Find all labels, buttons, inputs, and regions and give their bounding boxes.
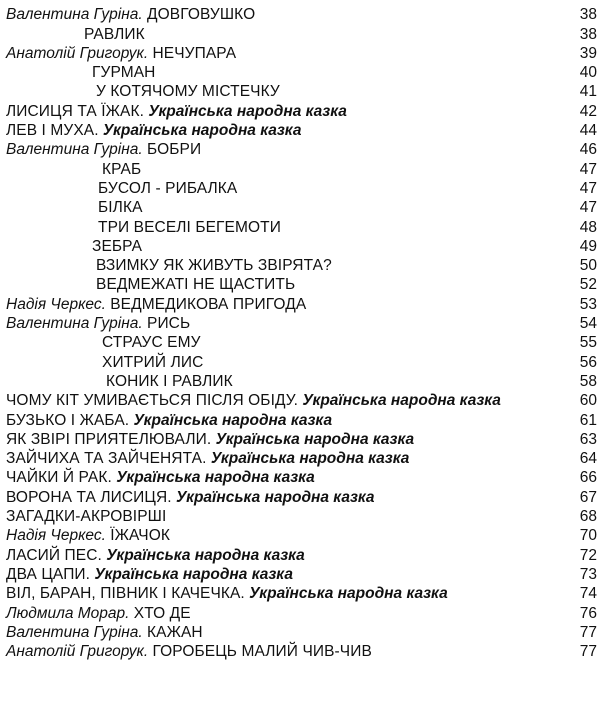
toc-entry[interactable] — [0, 390, 600, 409]
toc-author: Надія Черкес. — [6, 527, 106, 545]
toc-entry-text — [0, 141, 600, 158]
toc-entry-text — [0, 296, 600, 313]
toc-note: Українська народна казка — [133, 411, 333, 429]
toc-page-number: 40 — [579, 64, 597, 82]
toc-entry-text — [0, 373, 600, 390]
toc-page-number: 49 — [579, 237, 597, 255]
toc-title: ДОВГОВУШКО — [147, 6, 256, 24]
toc-page-number: 53 — [579, 295, 597, 313]
toc-entry-text — [0, 508, 600, 525]
toc-entry[interactable] — [0, 23, 600, 42]
toc-entry[interactable] — [0, 448, 600, 467]
toc-entry[interactable] — [0, 4, 600, 23]
toc-entry[interactable] — [0, 467, 600, 486]
toc-entry[interactable] — [0, 641, 600, 660]
toc-note: Українська народна казка — [102, 122, 302, 140]
toc-page-number: 55 — [579, 334, 597, 352]
toc-title: ЛАСИЙ ПЕС. — [6, 546, 102, 564]
toc-page-number: 47 — [579, 160, 597, 178]
toc-page-number: 50 — [579, 257, 597, 275]
toc-page-number: 47 — [579, 199, 597, 217]
toc-author: Надія Черкес. — [6, 295, 106, 313]
toc-page-number: 41 — [579, 83, 597, 101]
toc-entry-text — [0, 547, 600, 564]
toc-note: Українська народна казка — [106, 546, 305, 564]
toc-title: БУСОЛ - РИБАЛКА — [98, 179, 238, 197]
toc-entry-text — [0, 605, 600, 622]
toc-title: ЗАГАДКИ-АКРОВІРШІ — [6, 508, 167, 526]
toc-entry-text — [0, 219, 600, 236]
toc-note: Українська народна казка — [176, 488, 375, 506]
toc-entry-text — [0, 199, 600, 216]
toc-author: Валентина Гуріна. — [6, 315, 143, 333]
toc-entry[interactable] — [0, 525, 600, 544]
toc-title: ВЗИМКУ ЯК ЖИВУТЬ ЗВІРЯТА? — [96, 257, 332, 275]
toc-entry-text — [0, 469, 600, 486]
toc-page-number: 73 — [579, 565, 597, 583]
toc-entry[interactable] — [0, 622, 600, 641]
toc-page-number: 60 — [579, 392, 597, 410]
toc-entry[interactable] — [0, 197, 600, 216]
toc-title: РИСЬ — [147, 315, 191, 333]
toc-title: ЧАЙКИ Й РАК. — [6, 469, 112, 487]
toc-entry-text — [0, 122, 600, 139]
toc-entry[interactable] — [0, 178, 600, 197]
toc-title: КРАБ — [102, 160, 142, 178]
toc-entry[interactable] — [0, 409, 600, 428]
toc-page-number: 39 — [579, 44, 597, 62]
toc-page-number: 72 — [579, 546, 597, 564]
toc-entry-text — [0, 161, 600, 178]
toc-entry-text — [0, 257, 600, 274]
toc-entry[interactable] — [0, 236, 600, 255]
toc-entry[interactable] — [0, 564, 600, 583]
toc-entry-text — [0, 392, 600, 409]
toc-page-number: 56 — [579, 353, 597, 371]
toc-title: НЕЧУПАРА — [152, 44, 237, 62]
toc-note: Українська народна казка — [116, 469, 315, 487]
toc-note: Українська народна казка — [249, 585, 448, 603]
toc-title: БУЗЬКО І ЖАБА. — [6, 411, 130, 429]
toc-entry-text — [0, 585, 600, 602]
toc-entry[interactable] — [0, 216, 600, 235]
toc-title: ВЕДМЕЖАТІ НЕ ЩАСТИТЬ — [96, 276, 296, 294]
toc-note: Українська народна казка — [302, 392, 501, 410]
toc-entry[interactable] — [0, 332, 600, 351]
toc-entry[interactable] — [0, 602, 600, 621]
toc-title: СТРАУС ЕМУ — [102, 334, 201, 352]
toc-page-number: 58 — [579, 372, 597, 390]
toc-title: ЯК ЗВІРІ ПРИЯТЕЛЮВАЛИ. — [6, 430, 212, 448]
toc-title: ЗАЙЧИХА ТА ЗАЙЧЕНЯТА. — [6, 450, 207, 468]
toc-title: БІЛКА — [98, 199, 143, 217]
toc-entry[interactable] — [0, 506, 600, 525]
toc-page-number: 66 — [579, 469, 597, 487]
toc-entry[interactable] — [0, 120, 600, 139]
toc-title: ХТО ДЕ — [133, 604, 191, 622]
toc-entry-text — [0, 103, 600, 120]
toc-entry[interactable] — [0, 293, 600, 312]
toc-entry[interactable] — [0, 43, 600, 62]
toc-entry-text — [0, 83, 600, 100]
toc-entry[interactable] — [0, 371, 600, 390]
toc-page-number: 61 — [579, 411, 597, 429]
toc-page-number: 42 — [579, 102, 597, 120]
toc-entry[interactable] — [0, 274, 600, 293]
toc-entry-text — [0, 643, 600, 660]
toc-entry-text — [0, 276, 600, 293]
toc-title: РАВЛИК — [84, 25, 145, 43]
toc-title: ЗЕБРА — [92, 237, 143, 255]
toc-entry-text — [0, 26, 600, 43]
toc-entry-text — [0, 334, 600, 351]
toc-page-number: 64 — [579, 450, 597, 468]
toc-title: КАЖАН — [147, 623, 203, 641]
toc-title: ТРИ ВЕСЕЛІ БЕГЕМОТИ — [98, 218, 281, 236]
toc-note: Українська народна казка — [210, 450, 410, 468]
toc-title: ЇЖАЧОК — [110, 527, 170, 545]
toc-author: Людмила Морар. — [6, 604, 130, 622]
toc-entry-text — [0, 238, 600, 255]
toc-title: ВІЛ, БАРАН, ПІВНИК І КАЧЕЧКА. — [6, 585, 245, 603]
toc-entry[interactable] — [0, 583, 600, 602]
toc-title: ДВА ЦАПИ. — [6, 565, 91, 583]
toc-author: Валентина Гуріна. — [6, 141, 143, 159]
toc-page-number: 46 — [579, 141, 597, 159]
toc-title: БОБРИ — [147, 141, 202, 159]
toc-page-number: 77 — [579, 643, 597, 661]
toc-entry[interactable] — [0, 429, 600, 448]
toc-title: ВЕДМЕДИКОВА ПРИГОДА — [110, 295, 307, 313]
toc-title: У КОТЯЧОМУ МІСТЕЧКУ — [96, 83, 280, 101]
toc-entry-text — [0, 180, 600, 197]
toc-page-number: 52 — [579, 276, 597, 294]
toc-entry-text — [0, 431, 600, 448]
toc-title: ГУРМАН — [92, 64, 156, 82]
toc-entry-text — [0, 64, 600, 81]
toc-entry[interactable] — [0, 100, 600, 119]
toc-page-number: 38 — [579, 6, 597, 24]
toc-page-number: 48 — [579, 218, 597, 236]
toc-page-number: 76 — [579, 604, 597, 622]
toc-title: ВОРОНА ТА ЛИСИЦЯ. — [6, 488, 172, 506]
toc-entry[interactable] — [0, 62, 600, 81]
toc-entry-text — [0, 412, 600, 429]
toc-entry[interactable] — [0, 255, 600, 274]
toc-entry[interactable] — [0, 139, 600, 158]
toc-entry-text — [0, 450, 600, 467]
toc-title: ЛЕВ І МУХА. — [6, 122, 99, 140]
toc-page-number: 70 — [579, 527, 597, 545]
toc-page-number: 74 — [579, 585, 597, 603]
toc-entry-text — [0, 624, 600, 641]
toc-page-number: 47 — [579, 179, 597, 197]
toc-page-number: 77 — [579, 623, 597, 641]
toc-page-number: 63 — [579, 430, 597, 448]
toc-entry[interactable] — [0, 81, 600, 100]
toc-entry-text — [0, 45, 600, 62]
toc-title: ГОРОБЕЦЬ МАЛИЙ ЧИВ-ЧИВ — [152, 643, 372, 661]
toc-entry-text — [0, 6, 600, 23]
toc-entry[interactable] — [0, 313, 600, 332]
toc-author: Валентина Гуріна. — [6, 623, 143, 641]
toc-page-number: 38 — [579, 25, 597, 43]
toc-page-number: 54 — [579, 315, 597, 333]
toc-note: Українська народна казка — [94, 565, 293, 583]
toc-entry[interactable] — [0, 486, 600, 505]
toc-entry[interactable] — [0, 351, 600, 370]
toc-entry-text — [0, 566, 600, 583]
toc-title: ЧОМУ КІТ УМИВАЄТЬСЯ ПІСЛЯ ОБІДУ. — [6, 392, 299, 410]
toc-entry[interactable] — [0, 544, 600, 563]
toc-page-number: 67 — [579, 488, 597, 506]
toc-entry[interactable] — [0, 158, 600, 177]
toc-author: Валентина Гуріна. — [6, 6, 143, 24]
toc-author: Анатолій Григорук. — [6, 44, 149, 62]
toc-entry-text — [0, 315, 600, 332]
toc-title: ЛИСИЦЯ ТА ЇЖАК. — [6, 102, 145, 120]
toc-entry-text — [0, 489, 600, 506]
toc-title: ХИТРИЙ ЛИС — [102, 353, 204, 371]
toc-entry-text — [0, 354, 600, 371]
toc-page-number: 44 — [579, 122, 597, 140]
toc-note: Українська народна казка — [215, 430, 415, 448]
toc-author: Анатолій Григорук. — [6, 643, 149, 661]
toc-page-number: 68 — [579, 508, 597, 526]
toc-entry-text — [0, 527, 600, 544]
toc-note: Українська народна казка — [148, 102, 347, 120]
toc-title: КОНИК І РАВЛИК — [106, 372, 233, 390]
